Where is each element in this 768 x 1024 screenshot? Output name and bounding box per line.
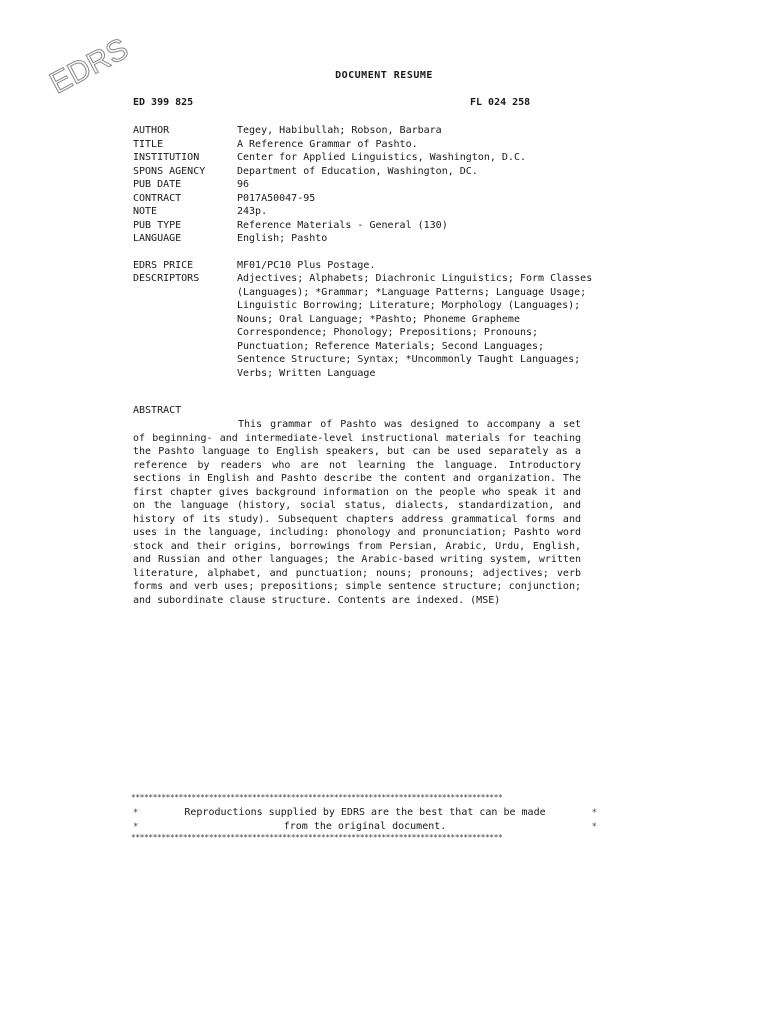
metadata-row-institution <box>133 151 593 165</box>
metadata-label: PUB TYPE <box>133 219 182 231</box>
metadata-label: PUB DATE <box>133 179 182 190</box>
metadata-row-pub-date <box>133 178 593 192</box>
notice-text-1: Reproductions supplied by EDRS are the best that can be made <box>184 807 546 818</box>
star-mark: * <box>133 808 139 818</box>
ed-number: ED 399 825 <box>133 97 194 108</box>
metadata-value: English; Pashto <box>237 233 328 244</box>
star-border-bottom: ************************************************************************************** <box>131 833 503 842</box>
metadata-row-pub-type <box>133 219 593 233</box>
metadata-label: TITLE <box>133 138 164 150</box>
metadata-label: EDRS PRICE <box>133 259 194 271</box>
metadata-value: 96 <box>237 179 250 190</box>
document-title: DOCUMENT RESUME <box>335 70 433 81</box>
star-border-top: ************************************************************************************** <box>131 793 503 802</box>
metadata-row-edrs-price <box>133 259 593 273</box>
metadata-value: Reference Materials - General (130) <box>237 219 448 231</box>
metadata-row-contract <box>133 192 593 206</box>
metadata-value: 243p. <box>237 206 268 217</box>
metadata-value: Tegey, Habibullah; Robson, Barbara <box>237 125 442 136</box>
abstract-label: ABSTRACT <box>133 405 182 416</box>
edrs-logo-graphic <box>39 27 137 105</box>
metadata-row-spons-agency <box>133 165 593 179</box>
abstract-text: This grammar of Pashto was designed to accompany a set of beginning- and intermediate-level instructional materials for teaching the Pashto language to English speakers, but can be used separately as a reference by readers who are not learning the language. Introductory sections in English and Pashto describe the content and organization. The first chapter gives background information on the people who speak it and on the language (history, social status, dialects, standardization, and history of its study). Subsequent chapters address grammatical forms and uses in the language, including: phonology and pronunciation; Pashto word stock and their origins, borrowings from Persian, Arabic, Urdu, English, and Russian and other languages; the Arabic-based writing system, written literature, alphabet, and punctuation; nouns; pronouns; adjectives; verb forms and verb uses; prepositions; simple sentence structure; conjunction; and subordinate clause structure. Contents are indexed. (MSE) <box>133 419 581 606</box>
fl-number: FL 024 258 <box>470 97 531 108</box>
metadata-value: P017A50047-95 <box>237 192 316 204</box>
metadata-label: SPONS AGENCY <box>133 165 206 177</box>
descriptors-value: Adjectives; Alphabets; Diachronic Linguistics; Form Classes (Languages); *Grammar; *Language Patterns; Language Usage; Linguistic Borrowing; Literature; Morphology (Languages); Nouns; Oral Language; *Pashto; Phoneme Grapheme Correspondence; Phonology; Prepositions; Pronouns; Punctuation; Reference Materials; Second Languages; Sentence Structure; Syntax; *Uncommonly Taught Languages; Verbs; Written Language <box>237 273 593 379</box>
metadata-value: A Reference Grammar of Pashto. <box>237 138 418 150</box>
notice-line-2 <box>133 820 597 834</box>
star-mark: * <box>591 808 597 818</box>
notice-line-1 <box>133 806 597 820</box>
metadata-value: Department of Education, Washington, DC. <box>237 165 478 177</box>
metadata-value: MF01/PC10 Plus Postage. <box>237 259 376 271</box>
metadata-label: DESCRIPTORS <box>133 273 200 284</box>
spacer <box>133 246 593 259</box>
star-mark: * <box>133 822 139 832</box>
metadata-label: INSTITUTION <box>133 152 200 163</box>
edrs-logo <box>39 27 139 107</box>
metadata-value: Center for Applied Linguistics, Washington, D.C. <box>237 152 526 163</box>
reproduction-notice <box>133 806 597 834</box>
metadata-label: LANGUAGE <box>133 233 182 244</box>
metadata-row-title <box>133 138 593 152</box>
metadata-row-author <box>133 124 593 138</box>
edrs-logo-text: EDRS <box>44 32 134 101</box>
metadata-label: CONTRACT <box>133 192 182 204</box>
notice-text-2: from the original document. <box>283 821 447 832</box>
star-mark: * <box>591 822 597 832</box>
metadata-row-note <box>133 205 593 219</box>
metadata-row-descriptors <box>133 272 593 380</box>
metadata-row-language <box>133 232 593 246</box>
metadata-block <box>133 124 593 380</box>
metadata-label: NOTE <box>133 206 158 217</box>
metadata-label: AUTHOR <box>133 125 170 136</box>
